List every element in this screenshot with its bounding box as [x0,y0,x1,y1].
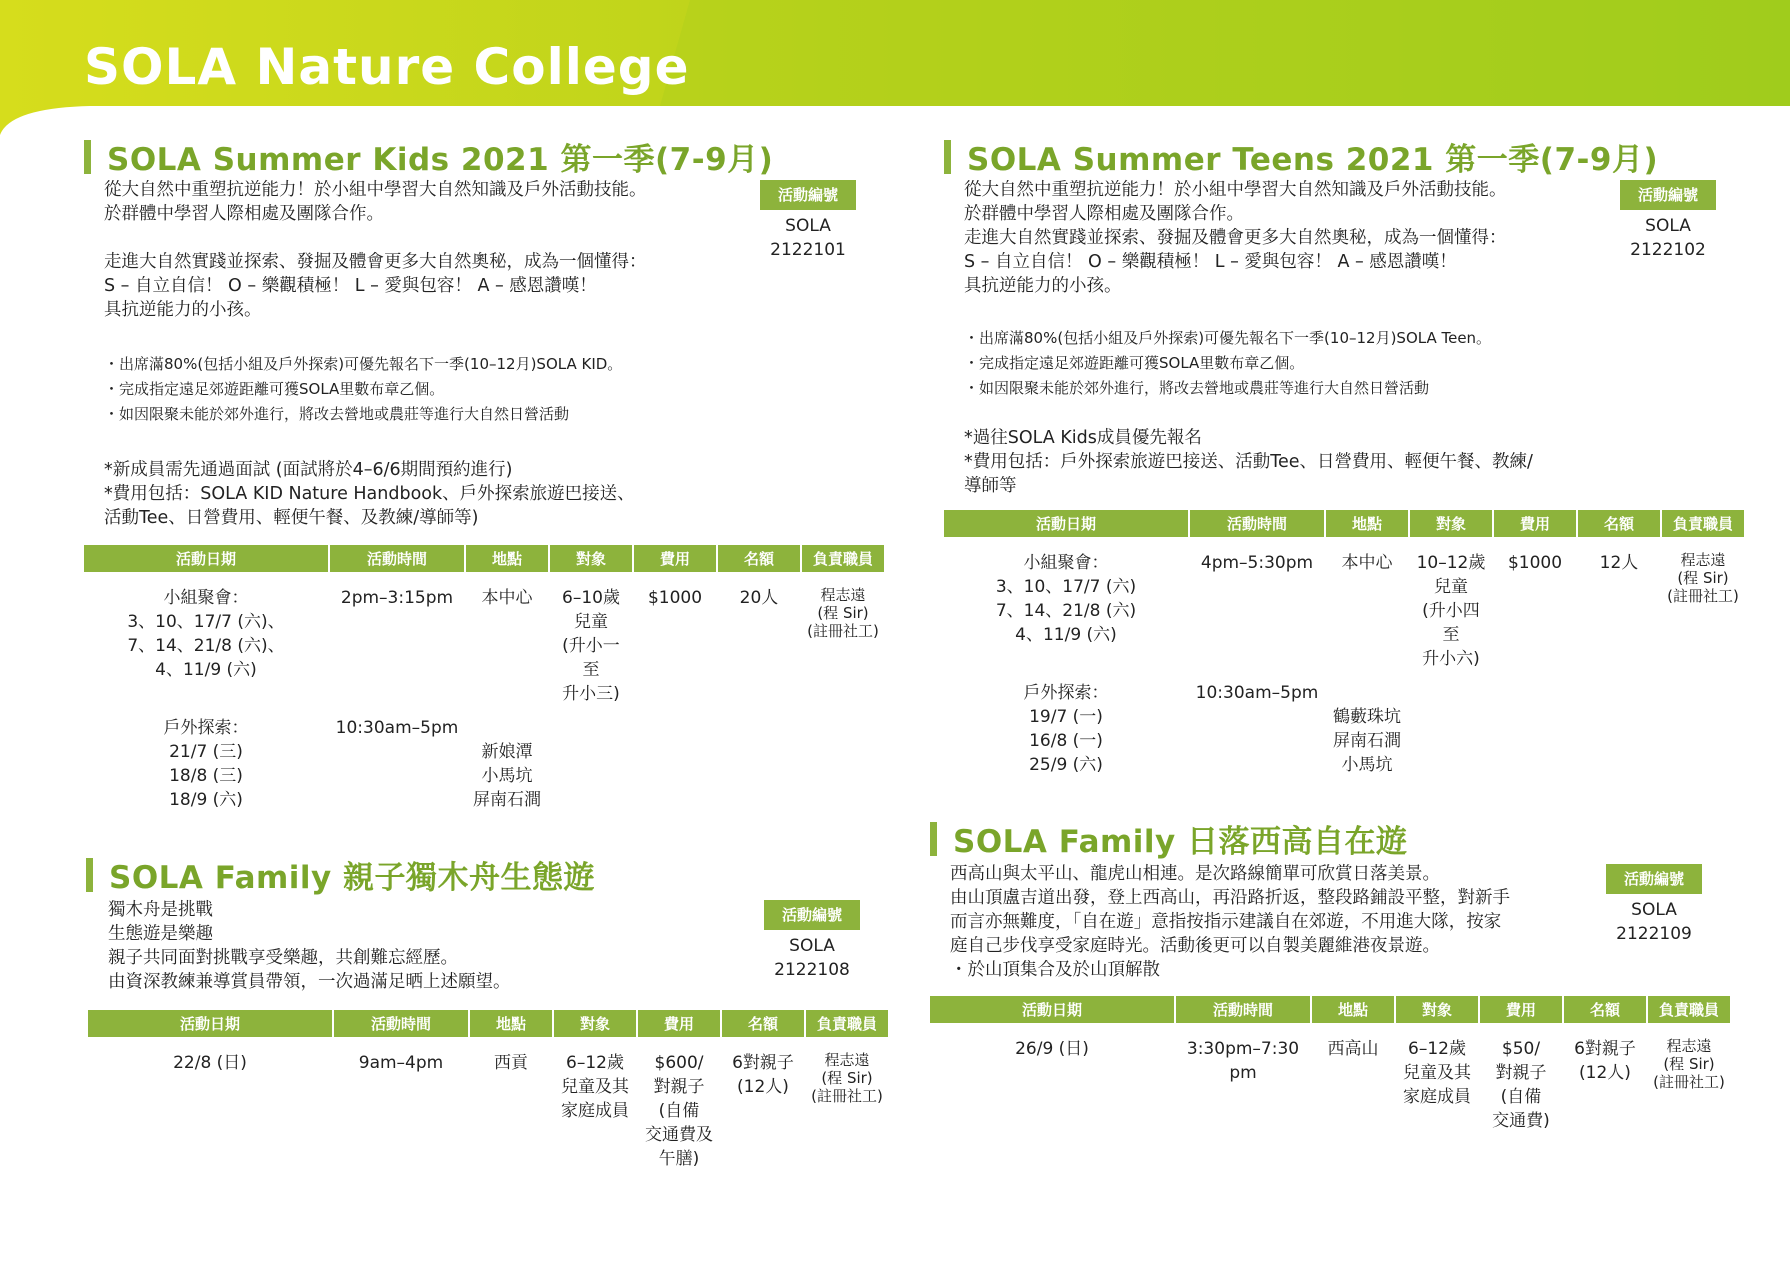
cell-quota: 12人 [1599,553,1639,573]
cell-quota: 6對親子 (12人) [732,1053,794,1097]
cell-fee: $50/ 對親子 (自備 交通費) [1492,1039,1550,1131]
cell-staff: 程志遠 (程 Sir) (註冊社工) [811,1051,883,1105]
cell-place: 鶴藪珠坑 屏南石澗 小馬坑 [1333,707,1401,775]
cell-fee: $1000 [1507,553,1563,573]
kids-bullets [104,352,804,427]
family1-activity-table [86,1010,890,1171]
cell-quota: 6對親子 (12人) [1574,1039,1636,1083]
teens-code-box [1612,180,1724,262]
col-header-quota: 名額 [1564,996,1646,1023]
note-line: *費用包括：SOLA KID Nature Handbook、戶外探索旅遊巴接送、 [104,484,635,504]
code-label: 活動編號 [1606,864,1702,894]
col-header-time: 活動時間 [334,1010,468,1037]
kids-notes [104,458,804,530]
cell-place: 新娘潭 小馬坑 屏南石澗 [473,742,541,810]
bullet-item: ・完成指定遠足郊遊距離可獲SOLA里數布章乙個。 [104,380,445,398]
bullet-item: ・如因限聚未能於郊外進行，將改去營地或農莊等進行大自然日營活動 [104,405,570,423]
title-bar [944,140,951,174]
cell-place: 本中心 [481,588,533,608]
title-bar [930,822,937,856]
section-family-kayak [86,852,886,897]
code-label: 活動編號 [1620,180,1716,210]
kids-code-box [752,180,864,262]
intro-line: S – 自立自信！ O – 樂觀積極！ L – 愛與包容！ A – 感恩讚嘆！ [964,252,1457,272]
teens-table-wrap [942,510,1746,777]
col-header-quota: 名額 [1578,510,1660,537]
header-banner [0,0,1790,140]
cell-time: 10:30am–5pm [1195,683,1319,703]
kids-activity-table [82,545,886,812]
code-label: 活動編號 [760,180,856,210]
col-header-place: 地點 [1326,510,1408,537]
cell-fee: $1000 [647,588,703,608]
code-number: 2122109 [1616,924,1692,944]
section-title [944,134,1764,179]
table-row [930,1023,1730,1133]
cell-target: 6–12歲 兒童及其 家庭成員 [561,1053,629,1121]
col-header-place: 地點 [470,1010,552,1037]
intro-line: 於群體中學習人際相處及團隊合作。 [104,204,384,224]
bullet-item: ・出席滿80%(包括小組及戶外探索)可優先報名下一季(10–12月)SOLA Teen。 [964,329,1492,347]
table-header-row [930,996,1730,1023]
section-title-text: SOLA Family 親子獨木舟生態遊 [109,860,596,896]
teens-activity-table [942,510,1746,777]
section-title-text: SOLA Summer Kids 2021 第一季(7-9月) [107,142,774,178]
col-header-place: 地點 [466,545,548,572]
teens-bullets [964,326,1724,401]
table-row [944,671,1744,777]
bullet-item: ・出席滿80%(包括小組及戶外探索)可優先報名下一季(10–12月)SOLA KID。 [104,355,623,373]
intro-line: 而言亦無難度，「自在遊」意指按指示建議自在郊遊，不用進大隊，按家 [950,912,1502,932]
col-header-time: 活動時間 [1190,510,1324,537]
cell-place: 西高山 [1327,1039,1379,1059]
col-header-staff: 負責職員 [806,1010,888,1037]
intro-line: 走進大自然實踐並探索、發掘及體會更多大自然奧秘，成為一個懂得： [104,252,647,272]
cell-date: 26/9 (日) [1015,1039,1089,1059]
cell-quota: 20人 [739,588,779,608]
cell-date: 戶外探索： 19/7 (一) 16/8 (一) 25/9 (六) [1023,683,1109,775]
note-line: *新成員需先通過面試 (面試將於4–6/6期間預約進行) [104,460,513,480]
intro-line: 具抗逆能力的小孩。 [964,276,1122,296]
cell-place: 西貢 [494,1053,528,1073]
code-prefix: SOLA [785,216,831,236]
family1-code-box [756,900,868,982]
intro-line: S – 自立自信！ O – 樂觀積極！ L – 愛與包容！ A – 感恩讚嘆！ [104,276,597,296]
col-header-time: 活動時間 [330,545,464,572]
intro-line: 走進大自然實踐並探索、發掘及體會更多大自然奧秘，成為一個懂得： [964,228,1507,248]
table-row [84,572,884,706]
family2-table-wrap [928,996,1732,1133]
intro-line: 由資深教練兼導賞員帶領，一次過滿足晒上述願望。 [108,972,511,992]
family2-activity-table [928,996,1732,1133]
family2-code-box [1598,864,1710,946]
cell-place: 本中心 [1341,553,1393,573]
intro-line: 從大自然中重塑抗逆能力！於小組中學習大自然知識及戶外活動技能。 [964,180,1507,200]
cell-target: 6–12歲 兒童及其 家庭成員 [1403,1039,1471,1107]
col-header-staff: 負責職員 [1662,510,1744,537]
section-title [86,852,886,897]
family2-intro [950,862,1590,982]
title-bar [84,140,91,174]
title-bar [86,858,93,892]
intro-line: 親子共同面對挑戰享受樂趣，共創難忘經歷。 [108,948,458,968]
cell-fee: $600/ 對親子 (自備 交通費及 午膳) [645,1053,713,1169]
section-family-sunset [930,816,1750,861]
cell-target: 10–12歲 兒童 (升小四 至 升小六) [1416,553,1486,669]
cell-staff: 程志遠 (程 Sir) (註冊社工) [1667,551,1739,605]
intro-line: 具抗逆能力的小孩。 [104,300,262,320]
table-row [88,1037,888,1171]
intro-line: 由山頂盧吉道出發，登上西高山，再沿路折返，整段路鋪設平整，對新手 [950,888,1510,908]
note-line: *過往SOLA Kids成員優先報名 [964,428,1202,448]
teens-intro [964,178,1604,298]
intro-line: 從大自然中重塑抗逆能力！於小組中學習大自然知識及戶外活動技能。 [104,180,647,200]
col-header-target: 對象 [554,1010,636,1037]
page-title: SOLA Nature College [84,38,690,96]
col-header-fee: 費用 [634,545,716,572]
cell-time: 9am–4pm [358,1053,444,1073]
note-line: 導師等 [964,476,1017,496]
code-prefix: SOLA [1631,900,1677,920]
code-number: 2122101 [770,240,846,260]
cell-time: 3:30pm–7:30 pm [1186,1039,1300,1083]
section-title-text: SOLA Family 日落西高自在遊 [953,824,1408,860]
intro-line: 生態遊是樂趣 [108,924,213,944]
cell-date: 小組聚會： 3、10、17/7 (六) 7、14、21/8 (六) 4、11/9 (六) [995,553,1137,645]
teens-notes [964,426,1724,498]
section-title [84,134,884,179]
cell-staff: 程志遠 (程 Sir) (註冊社工) [807,586,879,640]
bullet-item: ・如因限聚未能於郊外進行，將改去營地或農莊等進行大自然日營活動 [964,379,1430,397]
col-header-place: 地點 [1312,996,1394,1023]
col-header-fee: 費用 [1494,510,1576,537]
col-header-target: 對象 [1410,510,1492,537]
kids-table-wrap [82,545,886,812]
section-summer-teens [944,134,1764,179]
col-header-target: 對象 [550,545,632,572]
code-prefix: SOLA [1645,216,1691,236]
intro-line: 庭自己步伐享受家庭時光。活動後更可以自製美麗維港夜景遊。 [950,936,1440,956]
table-header-row [84,545,884,572]
col-header-date: 活動日期 [944,510,1188,537]
col-header-fee: 費用 [638,1010,720,1037]
cell-time: 4pm–5:30pm [1200,553,1314,573]
family1-intro [108,898,728,994]
col-header-date: 活動日期 [84,545,328,572]
code-number: 2122102 [1630,240,1706,260]
intro-line: 西高山與太平山、龍虎山相連。是次路線簡單可欣賞日落美景。 [950,864,1440,884]
col-header-time: 活動時間 [1176,996,1310,1023]
intro-line: ・於山頂集合及於山頂解散 [950,960,1160,980]
note-line: *費用包括：戶外探索旅遊巴接送、活動Tee、日營費用、輕便午餐、教練/ [964,452,1533,472]
col-header-quota: 名額 [722,1010,804,1037]
intro-line [104,226,744,250]
family1-table-wrap [86,1010,890,1171]
col-header-fee: 費用 [1480,996,1562,1023]
col-header-date: 活動日期 [930,996,1174,1023]
intro-line: 獨木舟是挑戰 [108,900,213,920]
cell-date: 戶外探索： 21/7 (三) 18/8 (三) 18/9 (六) [163,718,249,810]
code-number: 2122108 [774,960,850,980]
col-header-date: 活動日期 [88,1010,332,1037]
cell-date: 小組聚會： 3、10、17/7 (六)、 7、14、21/8 (六)、 4、11/9 (六) [127,588,285,680]
table-header-row [944,510,1744,537]
cell-time: 2pm–3:15pm [340,588,454,608]
cell-staff: 程志遠 (程 Sir) (註冊社工) [1653,1037,1725,1091]
section-title-text: SOLA Summer Teens 2021 第一季(7-9月) [967,142,1659,178]
col-header-staff: 負責職員 [1648,996,1730,1023]
table-header-row [88,1010,888,1037]
section-title [930,816,1750,861]
table-row [944,537,1744,671]
table-row [84,706,884,812]
note-line: 活動Tee、日營費用、輕便午餐、及教練/導師等) [104,508,479,528]
intro-line: 於群體中學習人際相處及團隊合作。 [964,204,1244,224]
col-header-target: 對象 [1396,996,1478,1023]
bullet-item: ・完成指定遠足郊遊距離可獲SOLA里數布章乙個。 [964,354,1305,372]
col-header-quota: 名額 [718,545,800,572]
cell-date: 22/8 (日) [173,1053,247,1073]
col-header-staff: 負責職員 [802,545,884,572]
cell-time: 10:30am–5pm [335,718,459,738]
cell-target: 6–10歲 兒童 (升小一 至 升小三) [562,588,620,704]
section-summer-kids [84,134,884,179]
code-prefix: SOLA [789,936,835,956]
kids-intro [104,178,744,322]
code-label: 活動編號 [764,900,860,930]
